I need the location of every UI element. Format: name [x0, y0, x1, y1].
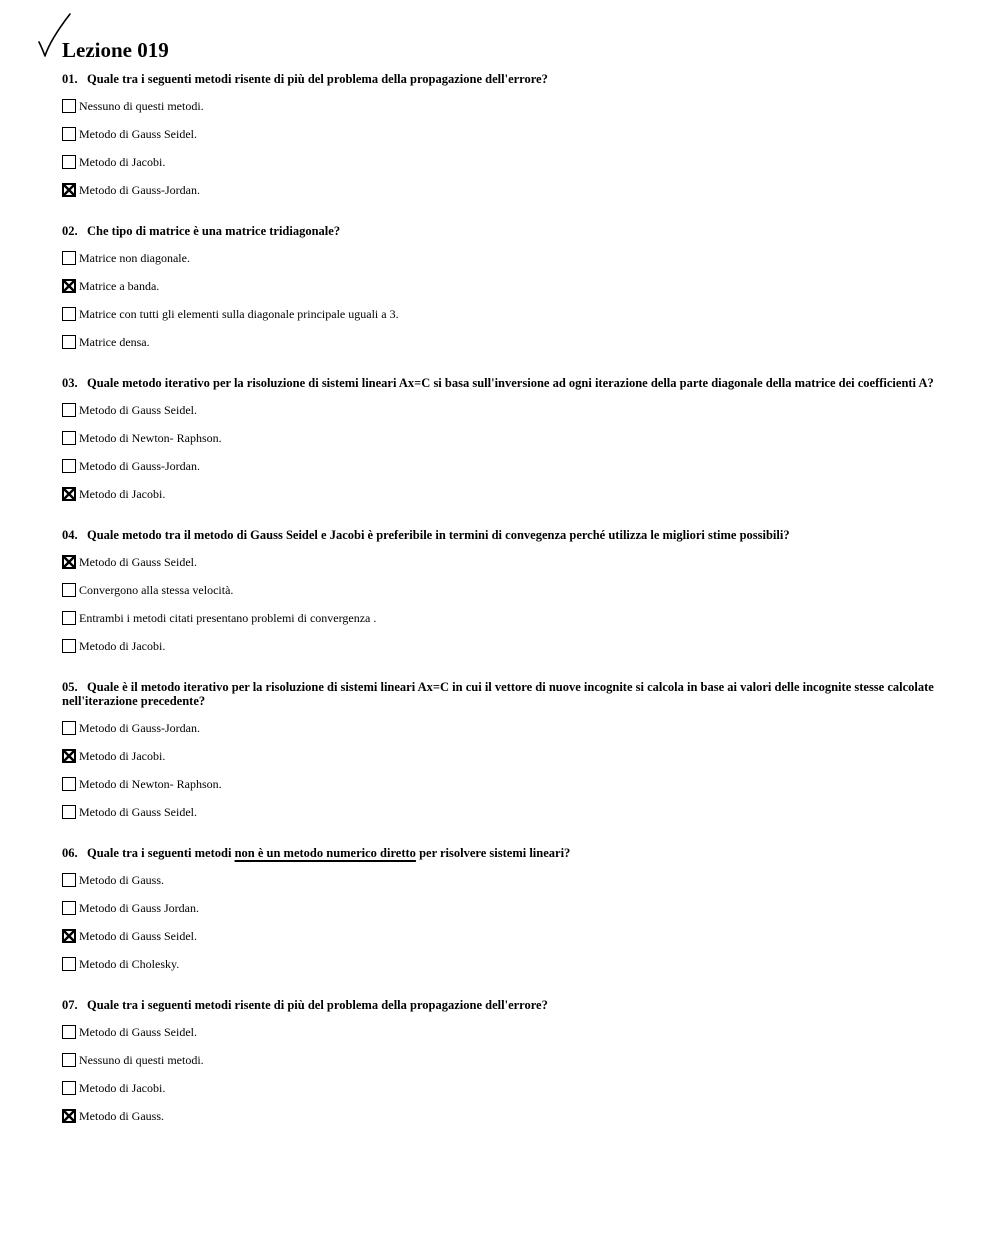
checkbox-checked-icon[interactable] [62, 183, 76, 197]
checkbox-empty-icon[interactable] [62, 1025, 76, 1039]
answer-option[interactable] [62, 300, 942, 328]
cross-mark-icon [62, 279, 76, 293]
checkbox-empty-icon[interactable] [62, 459, 76, 473]
question-text-part: Quale tra i seguenti metodi [87, 846, 235, 860]
answer-option[interactable] [62, 328, 942, 356]
answer-option[interactable] [62, 576, 942, 604]
answer-option[interactable] [62, 176, 942, 204]
checkbox-empty-icon[interactable] [62, 99, 76, 113]
answer-option-label: Metodo di Gauss Seidel. [79, 127, 197, 141]
answer-option-label: Metodo di Gauss Jordan. [79, 901, 199, 915]
question-block [62, 224, 942, 356]
answer-option[interactable] [62, 866, 942, 894]
checkbox-empty-icon[interactable] [62, 1081, 76, 1095]
checkbox-empty-icon[interactable] [62, 335, 76, 349]
page-title: Lezione 019 [62, 38, 169, 62]
answer-option-label: Metodo di Gauss-Jordan. [79, 721, 200, 735]
checkbox-empty-icon[interactable] [62, 127, 76, 141]
checkbox-checked-icon[interactable] [62, 929, 76, 943]
question-number: 04. [62, 528, 78, 542]
question-text-underlined: non è un metodo numerico diretto [234, 846, 416, 860]
cross-mark-icon [62, 929, 76, 943]
checkbox-checked-icon[interactable] [62, 749, 76, 763]
question-number: 03. [62, 376, 78, 390]
question-block [62, 528, 942, 660]
checkbox-checked-icon[interactable] [62, 487, 76, 501]
checkbox-empty-icon[interactable] [62, 611, 76, 625]
answer-option[interactable] [62, 548, 942, 576]
answer-option-label: Entrambi i metodi citati presentano problemi di convergenza . [79, 611, 377, 625]
answer-option-label: Metodo di Newton- Raphson. [79, 777, 222, 791]
checkbox-empty-icon[interactable] [62, 583, 76, 597]
answer-option-label: Metodo di Jacobi. [79, 749, 166, 763]
answer-option-label: Metodo di Gauss-Jordan. [79, 183, 200, 197]
answer-option[interactable] [62, 922, 942, 950]
answer-option[interactable] [62, 798, 942, 826]
question-text [62, 376, 942, 390]
checkbox-checked-icon[interactable] [62, 279, 76, 293]
answer-option-label: Metodo di Gauss Seidel. [79, 929, 197, 943]
answer-option-label: Nessuno di questi metodi. [79, 99, 204, 113]
answer-option[interactable] [62, 92, 942, 120]
question-number: 06. [62, 846, 78, 860]
question-text [62, 224, 942, 238]
checkbox-empty-icon[interactable] [62, 403, 76, 417]
checkbox-empty-icon[interactable] [62, 777, 76, 791]
checkbox-checked-icon[interactable] [62, 1109, 76, 1123]
question-block [62, 376, 942, 508]
answer-option-label: Matrice a banda. [79, 279, 160, 293]
answer-option[interactable] [62, 714, 942, 742]
answer-option-label: Matrice con tutti gli elementi sulla diagonale principale uguali a 3. [79, 307, 399, 321]
question-number: 01. [62, 72, 78, 86]
answer-option-label: Metodo di Gauss Seidel. [79, 403, 197, 417]
answer-option[interactable] [62, 604, 942, 632]
question-text [62, 72, 942, 86]
answer-option[interactable] [62, 770, 942, 798]
answer-option[interactable] [62, 894, 942, 922]
question-block [62, 846, 942, 978]
answer-option[interactable] [62, 396, 942, 424]
answer-option[interactable] [62, 1074, 942, 1102]
checkbox-empty-icon[interactable] [62, 251, 76, 265]
question-text [62, 846, 942, 860]
question-text-part: Quale è il metodo iterativo per la risoluzione di sistemi lineari Ax=C in cui il vettore di nuove incognite si calcola in base ai valori delle incognite stesse calcolate nell'iterazione precedente? [62, 680, 934, 708]
checkbox-empty-icon[interactable] [62, 307, 76, 321]
answer-option[interactable] [62, 244, 942, 272]
answer-option-label: Matrice non diagonale. [79, 251, 190, 265]
answer-option-label: Metodo di Gauss Seidel. [79, 805, 197, 819]
answer-option-label: Metodo di Gauss Seidel. [79, 555, 197, 569]
answer-option[interactable] [62, 742, 942, 770]
answer-option[interactable] [62, 148, 942, 176]
cross-mark-icon [62, 749, 76, 763]
answer-option-label: Metodo di Jacobi. [79, 487, 166, 501]
answer-option[interactable] [62, 424, 942, 452]
checkbox-empty-icon[interactable] [62, 721, 76, 735]
question-text-part: Quale tra i seguenti metodi risente di più del problema della propagazione dell'errore? [87, 72, 548, 86]
checkbox-empty-icon[interactable] [62, 873, 76, 887]
checkbox-empty-icon[interactable] [62, 901, 76, 915]
answer-option-label: Nessuno di questi metodi. [79, 1053, 204, 1067]
question-text [62, 998, 942, 1012]
checkbox-empty-icon[interactable] [62, 155, 76, 169]
cross-mark-icon [62, 555, 76, 569]
checkbox-empty-icon[interactable] [62, 639, 76, 653]
answer-option-label: Metodo di Cholesky. [79, 957, 180, 971]
question-text-part: Quale metodo iterativo per la risoluzione di sistemi lineari Ax=C si basa sull'inversione ad ogni iterazione della parte diagonale della matrice dei coefficienti A? [87, 376, 934, 390]
answer-option-label: Metodo di Gauss. [79, 1109, 164, 1123]
checkbox-empty-icon[interactable] [62, 805, 76, 819]
checkbox-empty-icon[interactable] [62, 957, 76, 971]
checkbox-empty-icon[interactable] [62, 1053, 76, 1067]
answer-option[interactable] [62, 632, 942, 660]
question-block [62, 72, 942, 204]
question-block [62, 680, 942, 826]
question-number: 05. [62, 680, 78, 694]
answer-option-label: Metodo di Gauss-Jordan. [79, 459, 200, 473]
cross-mark-icon [62, 1109, 76, 1123]
answer-option[interactable] [62, 1046, 942, 1074]
question-number: 07. [62, 998, 78, 1012]
question-text-part: per risolvere sistemi lineari? [415, 846, 571, 860]
question-text-part: Quale metodo tra il metodo di Gauss Seidel e Jacobi è preferibile in termini di convegenza perché utilizza le migliori stime possibili? [87, 528, 790, 542]
answer-option[interactable] [62, 1018, 942, 1046]
question-number: 02. [62, 224, 78, 238]
answer-option-label: Metodo di Newton- Raphson. [79, 431, 222, 445]
answer-option[interactable] [62, 480, 942, 508]
question-list [62, 72, 942, 1150]
answer-option[interactable] [62, 1102, 942, 1130]
answer-option-label: Matrice densa. [79, 335, 150, 349]
answer-option[interactable] [62, 120, 942, 148]
answer-option-label: Metodo di Gauss Seidel. [79, 1025, 197, 1039]
question-block [62, 998, 942, 1130]
answer-option[interactable] [62, 272, 942, 300]
checkbox-checked-icon[interactable] [62, 555, 76, 569]
answer-option[interactable] [62, 452, 942, 480]
cross-mark-icon [62, 183, 76, 197]
answer-option-label: Metodo di Jacobi. [79, 155, 166, 169]
checkbox-empty-icon[interactable] [62, 431, 76, 445]
answer-option-label: Metodo di Jacobi. [79, 639, 166, 653]
answer-option[interactable] [62, 950, 942, 978]
question-text [62, 528, 942, 542]
question-text-part: Quale tra i seguenti metodi risente di più del problema della propagazione dell'errore? [87, 998, 548, 1012]
cross-mark-icon [62, 487, 76, 501]
answer-option-label: Metodo di Jacobi. [79, 1081, 166, 1095]
question-text-part: Che tipo di matrice è una matrice tridiagonale? [87, 224, 341, 238]
answer-option-label: Convergono alla stessa velocità. [79, 583, 234, 597]
answer-option-label: Metodo di Gauss. [79, 873, 164, 887]
question-text [62, 680, 942, 708]
